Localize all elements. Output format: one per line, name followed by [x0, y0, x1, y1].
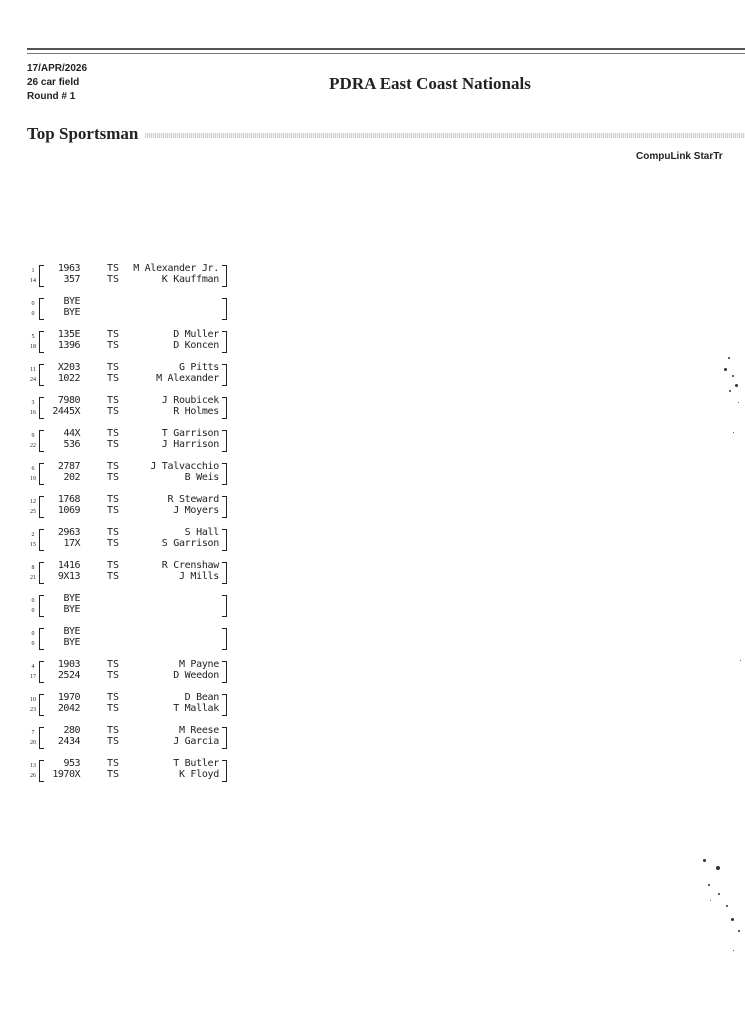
- entry-bottom: [28, 670, 238, 681]
- seed-number: 15: [30, 542, 36, 548]
- entry-top: [28, 329, 238, 340]
- car-number: 9X13: [57, 571, 80, 582]
- entry-top: [28, 461, 238, 472]
- seed-number: 1: [31, 268, 35, 274]
- driver-name: J Talvacchio: [150, 461, 219, 472]
- seed-number: 20: [30, 740, 36, 746]
- entry-top: [28, 725, 238, 736]
- car-number: X203: [57, 362, 80, 373]
- entry-top: [28, 362, 238, 373]
- seed-number: 6: [31, 466, 35, 472]
- car-number: BYE: [63, 626, 80, 637]
- seed-number: 2: [31, 532, 35, 538]
- car-number: 2524: [57, 670, 80, 681]
- class-code: TS: [107, 560, 120, 571]
- class-code: TS: [107, 736, 120, 747]
- class-code: TS: [107, 692, 120, 703]
- class-code: TS: [107, 373, 120, 384]
- seed-number: 0: [31, 608, 35, 614]
- driver-name: M Alexander Jr.: [133, 263, 219, 274]
- car-number: 1416: [57, 560, 80, 571]
- entry-top: [28, 296, 238, 307]
- driver-name: J Mills: [178, 571, 219, 582]
- entry-bottom: [28, 736, 238, 747]
- matchup-pair: [28, 626, 238, 651]
- class-code: TS: [107, 725, 120, 736]
- driver-name: R Holmes: [173, 406, 219, 417]
- matchup-pair: [28, 461, 238, 486]
- class-divider: [145, 133, 745, 138]
- class-code: TS: [107, 461, 120, 472]
- entry-bottom: [28, 307, 238, 318]
- seed-number: 9: [31, 433, 35, 439]
- matchup-pair: [28, 296, 238, 321]
- matchup-pair: [28, 659, 238, 684]
- seed-number: 26: [30, 773, 36, 779]
- car-number: 202: [63, 472, 80, 483]
- car-number: 2963: [57, 527, 80, 538]
- seed-number: 25: [30, 509, 36, 515]
- class-code: TS: [107, 263, 120, 274]
- car-number: 280: [63, 725, 80, 736]
- seed-number: 19: [30, 476, 36, 482]
- driver-name: J Roubicek: [161, 395, 219, 406]
- class-name: Top Sportsman: [27, 124, 142, 144]
- entry-top: [28, 593, 238, 604]
- driver-name: M Reese: [178, 725, 219, 736]
- matchup-pair: [28, 758, 238, 783]
- class-code: TS: [107, 340, 120, 351]
- car-number: 1963: [57, 263, 80, 274]
- seed-number: 17: [30, 674, 36, 680]
- driver-name: K Kauffman: [161, 274, 219, 285]
- driver-name: T Mallak: [173, 703, 219, 714]
- driver-name: R Crenshaw: [161, 560, 219, 571]
- entry-bottom: [28, 406, 238, 417]
- software-label: CompuLink StarTr: [636, 151, 723, 162]
- class-code: TS: [107, 703, 120, 714]
- car-number: BYE: [63, 296, 80, 307]
- car-number: 1069: [57, 505, 80, 516]
- driver-name: B Weis: [184, 472, 219, 483]
- entry-top: [28, 626, 238, 637]
- class-code: TS: [107, 472, 120, 483]
- car-number: BYE: [63, 307, 80, 318]
- car-number: 44X: [63, 428, 80, 439]
- event-date: 17/APR/2026: [27, 63, 88, 74]
- class-code: TS: [107, 274, 120, 285]
- driver-name: J Harrison: [161, 439, 219, 450]
- class-code: TS: [107, 538, 120, 549]
- entry-bottom: [28, 373, 238, 384]
- driver-name: R Steward: [167, 494, 219, 505]
- entry-bottom: [28, 274, 238, 285]
- matchup-pair: [28, 428, 238, 453]
- seed-number: 5: [31, 334, 35, 340]
- car-number: 1768: [57, 494, 80, 505]
- entry-bottom: [28, 604, 238, 615]
- entry-top: [28, 692, 238, 703]
- entry-bottom: [28, 571, 238, 582]
- driver-name: J Moyers: [173, 505, 219, 516]
- car-number: 2445X: [52, 406, 80, 417]
- seed-number: 18: [30, 344, 36, 350]
- car-number: 357: [63, 274, 80, 285]
- class-code: TS: [107, 439, 120, 450]
- seed-number: 24: [30, 377, 36, 383]
- entry-top: [28, 527, 238, 538]
- entry-bottom: [28, 703, 238, 714]
- class-code: TS: [107, 659, 120, 670]
- class-code: TS: [107, 428, 120, 439]
- car-number: 1903: [57, 659, 80, 670]
- class-code: TS: [107, 571, 120, 582]
- entry-top: [28, 494, 238, 505]
- class-code: TS: [107, 395, 120, 406]
- class-code: TS: [107, 769, 120, 780]
- car-number: BYE: [63, 637, 80, 648]
- matchup-pair: [28, 395, 238, 420]
- car-number: 953: [63, 758, 80, 769]
- driver-name: D Muller: [173, 329, 219, 340]
- entry-bottom: [28, 538, 238, 549]
- driver-name: D Bean: [184, 692, 219, 703]
- entry-bottom: [28, 637, 238, 648]
- entry-top: [28, 758, 238, 769]
- seed-number: 0: [31, 301, 35, 307]
- matchup-pair: [28, 494, 238, 519]
- seed-number: 11: [30, 367, 36, 373]
- class-code: TS: [107, 406, 120, 417]
- driver-name: K Floyd: [178, 769, 219, 780]
- car-number: 2434: [57, 736, 80, 747]
- matchup-pair: [28, 560, 238, 585]
- class-code: TS: [107, 505, 120, 516]
- seed-number: 16: [30, 410, 36, 416]
- car-number: 536: [63, 439, 80, 450]
- car-number: 1970X: [52, 769, 80, 780]
- driver-name: T Butler: [173, 758, 219, 769]
- seed-number: 0: [31, 598, 35, 604]
- car-number: 135E: [57, 329, 80, 340]
- car-number: 7980: [57, 395, 80, 406]
- header-rule: [27, 48, 745, 50]
- seed-number: 13: [30, 763, 36, 769]
- matchup-pair: [28, 527, 238, 552]
- seed-number: 0: [31, 641, 35, 647]
- event-title: PDRA East Coast Nationals: [329, 74, 531, 93]
- matchup-pair: [28, 692, 238, 717]
- car-number: 2787: [57, 461, 80, 472]
- entry-top: [28, 395, 238, 406]
- entry-top: [28, 263, 238, 274]
- matchup-pair: [28, 263, 238, 288]
- seed-number: 0: [31, 631, 35, 637]
- driver-name: D Koncen: [173, 340, 219, 351]
- header-rule-thin: [27, 53, 745, 54]
- entry-bottom: [28, 340, 238, 351]
- car-number: 2042: [57, 703, 80, 714]
- entry-top: [28, 659, 238, 670]
- matchup-pair: [28, 593, 238, 618]
- driver-name: G Pitts: [178, 362, 219, 373]
- entry-bottom: [28, 439, 238, 450]
- seed-number: 10: [30, 697, 36, 703]
- entry-top: [28, 560, 238, 571]
- entry-bottom: [28, 472, 238, 483]
- seed-number: 22: [30, 443, 36, 449]
- class-header: [27, 124, 745, 144]
- driver-name: S Hall: [184, 527, 219, 538]
- class-code: TS: [107, 329, 120, 340]
- car-number: 17X: [63, 538, 80, 549]
- car-number: 1396: [57, 340, 80, 351]
- car-number: BYE: [63, 604, 80, 615]
- class-code: TS: [107, 670, 120, 681]
- seed-number: 21: [30, 575, 36, 581]
- field-size: 26 car field: [27, 77, 80, 88]
- entry-top: [28, 428, 238, 439]
- class-code: TS: [107, 362, 120, 373]
- car-number: 1970: [57, 692, 80, 703]
- seed-number: 14: [30, 278, 36, 284]
- car-number: 1022: [57, 373, 80, 384]
- entry-bottom: [28, 505, 238, 516]
- driver-name: T Garrison: [161, 428, 219, 439]
- seed-number: 12: [30, 499, 36, 505]
- entry-bottom: [28, 769, 238, 780]
- round-number: Round # 1: [27, 91, 76, 102]
- seed-number: 4: [31, 664, 35, 670]
- driver-name: M Alexander: [156, 373, 219, 384]
- matchup-pair: [28, 329, 238, 354]
- seed-number: 3: [31, 400, 35, 406]
- matchup-pair: [28, 362, 238, 387]
- seed-number: 8: [31, 565, 35, 571]
- driver-name: J Garcia: [173, 736, 219, 747]
- seed-number: 0: [31, 311, 35, 317]
- driver-name: D Weedon: [173, 670, 219, 681]
- matchup-pair: [28, 725, 238, 750]
- class-code: TS: [107, 758, 120, 769]
- driver-name: M Payne: [178, 659, 219, 670]
- class-code: TS: [107, 527, 120, 538]
- driver-name: S Garrison: [161, 538, 219, 549]
- elimination-ladder: [28, 263, 238, 791]
- car-number: BYE: [63, 593, 80, 604]
- seed-number: 7: [31, 730, 35, 736]
- class-code: TS: [107, 494, 120, 505]
- seed-number: 23: [30, 707, 36, 713]
